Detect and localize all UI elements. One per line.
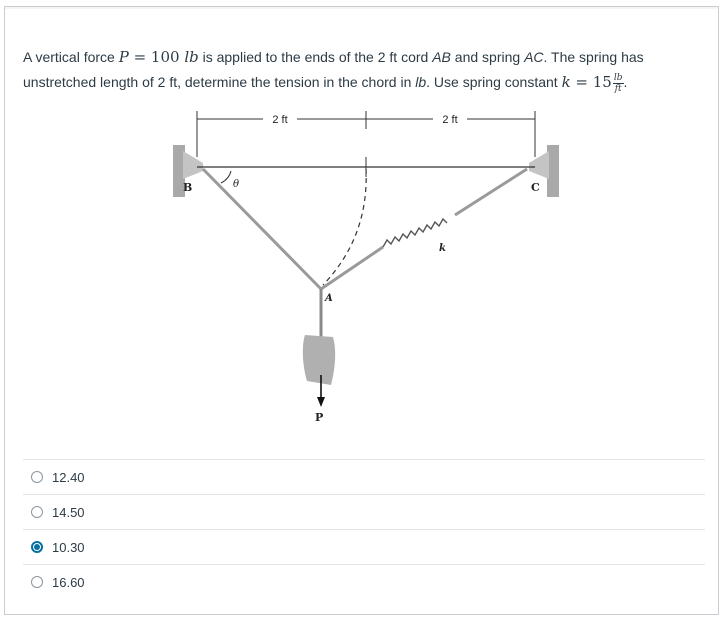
cord-ab-line [203, 169, 321, 289]
fraction-denominator: ft [614, 83, 622, 94]
spring-rod-upper [455, 169, 527, 215]
question-text-2: is applied to the ends of the 2 ft cord [198, 49, 433, 65]
unit-lb: lb [184, 48, 199, 66]
unit-fraction [613, 73, 624, 94]
theta-arc [221, 171, 231, 183]
var-p: P [118, 48, 129, 66]
question-text-4: . The spring has unstretched length of 2 ft, determine the tension in the chord in [23, 49, 644, 90]
question-end: . [623, 74, 628, 90]
question-card [4, 6, 719, 615]
dim-left-label: 2 ft [272, 114, 288, 126]
question-text [23, 45, 703, 95]
dim-right-label: 2 ft [442, 114, 458, 126]
label-theta: θ [233, 179, 240, 190]
dashed-arc [323, 169, 366, 285]
label-b: B [183, 181, 193, 194]
answer-option-3[interactable] [23, 529, 705, 564]
question-text-5: . Use spring constant [426, 74, 562, 90]
answer-label: 16.60 [52, 574, 85, 590]
cord-ab: AB [432, 49, 451, 65]
question-text-1: A vertical force [23, 49, 119, 65]
spring-rod-lower [321, 247, 383, 289]
unit-lb-italic: lb [415, 74, 427, 90]
answer-option-2[interactable] [23, 494, 705, 529]
spring-coil [383, 219, 447, 247]
label-c: C [531, 181, 540, 194]
cord-spring-diagram [155, 107, 575, 427]
question-text-3: and spring [450, 49, 525, 65]
radio-button[interactable] [31, 576, 43, 588]
fraction-numerator: lb [613, 72, 623, 83]
right-bracket [529, 151, 549, 179]
label-p: P [315, 411, 324, 424]
eq-100: = 100 [128, 48, 185, 66]
answer-option-4[interactable] [23, 564, 705, 599]
answer-label: 12.40 [52, 469, 85, 485]
left-bracket [183, 151, 203, 179]
label-a: A [325, 293, 333, 304]
eq-15: = 15 [570, 73, 612, 91]
spring-ac: AC [524, 49, 544, 65]
radio-button[interactable] [31, 506, 43, 518]
answer-label: 10.30 [52, 539, 85, 555]
var-k: k [561, 73, 571, 91]
label-k: k [439, 243, 446, 254]
force-arrow-head [317, 397, 325, 407]
hand-shape [303, 335, 335, 385]
answer-list [23, 459, 705, 599]
radio-button-selected[interactable] [31, 541, 43, 553]
card-top-bar [5, 7, 718, 9]
answer-label: 14.50 [52, 504, 85, 520]
answer-option-1[interactable] [23, 459, 705, 494]
radio-button[interactable] [31, 471, 43, 483]
